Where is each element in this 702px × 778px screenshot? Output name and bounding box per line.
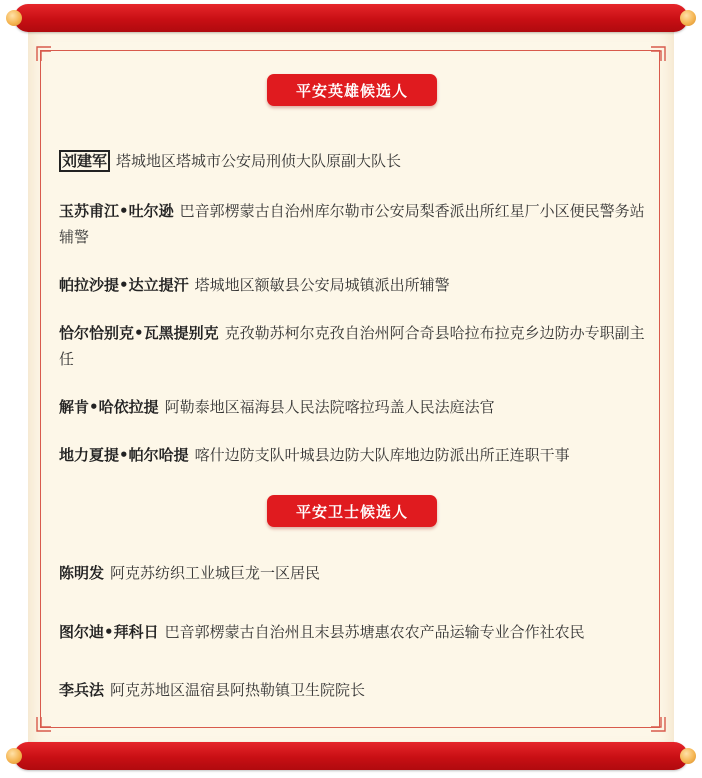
candidate-name: 刘建军 <box>59 150 110 172</box>
candidate-name: 恰尔恰别克•瓦黑提别克 <box>59 324 219 342</box>
candidate-entry <box>59 198 651 250</box>
frame-corner-ornament <box>650 716 666 732</box>
candidate-name: 解肯•哈依拉提 <box>59 398 159 416</box>
candidate-description: 喀什边防支队叶城县边防大队库地边防派出所正连职干事 <box>194 446 570 464</box>
frame-corner-ornament <box>36 46 52 62</box>
candidate-name: 陈明发 <box>59 564 105 582</box>
candidate-name: 李兵法 <box>59 681 105 699</box>
rod-end-left-bottom <box>6 748 22 764</box>
rod-end-right-bottom <box>680 748 696 764</box>
candidate-description: 塔城地区额敏县公安局城镇派出所辅警 <box>194 276 450 294</box>
scroll-rod-top <box>14 4 688 32</box>
candidate-entry <box>59 442 651 468</box>
candidate-description: 阿克苏地区温宿县阿热勒镇卫生院院长 <box>110 681 366 699</box>
section-title-banner-guards: 平安卫士候选人 <box>267 495 437 527</box>
candidate-description: 阿克苏纺织工业城巨龙一区居民 <box>110 564 321 582</box>
candidate-description: 阿勒泰地区福海县人民法院喀拉玛盖人民法庭法官 <box>164 398 495 416</box>
candidate-description: 巴音郭楞蒙古自治州库尔勒市公安局梨香派出所红星厂小区便民警务站辅警 <box>59 202 645 246</box>
candidate-name: 帕拉沙提•达立提汗 <box>59 276 189 294</box>
candidate-entry <box>59 677 651 703</box>
candidate-entry <box>59 560 651 586</box>
candidate-entry <box>59 272 651 298</box>
section-title-banner-heroes: 平安英雄候选人 <box>267 74 437 106</box>
scroll-rod-bottom <box>14 742 688 770</box>
candidate-name: 图尔迪•拜科日 <box>59 623 159 641</box>
candidate-description: 克孜勒苏柯尔克孜自治州阿合奇县哈拉布拉克乡边防办专职副主任 <box>59 324 645 368</box>
candidate-entry <box>59 320 651 372</box>
candidate-entry <box>59 148 651 174</box>
rod-end-left-top <box>6 10 22 26</box>
rod-end-right-top <box>680 10 696 26</box>
candidate-entry <box>59 619 651 645</box>
candidate-description: 塔城地区塔城市公安局刑侦大队原副大队长 <box>116 152 402 170</box>
frame-corner-ornament <box>36 716 52 732</box>
candidate-name: 地力夏提•帕尔哈提 <box>59 446 189 464</box>
scroll-paper <box>28 22 674 756</box>
candidate-entry <box>59 394 651 420</box>
candidate-description: 巴音郭楞蒙古自治州且末县苏塘惠农农产品运输专业合作社农民 <box>164 623 585 641</box>
frame-corner-ornament <box>650 46 666 62</box>
candidate-name: 玉苏甫江•吐尔逊 <box>59 202 174 220</box>
